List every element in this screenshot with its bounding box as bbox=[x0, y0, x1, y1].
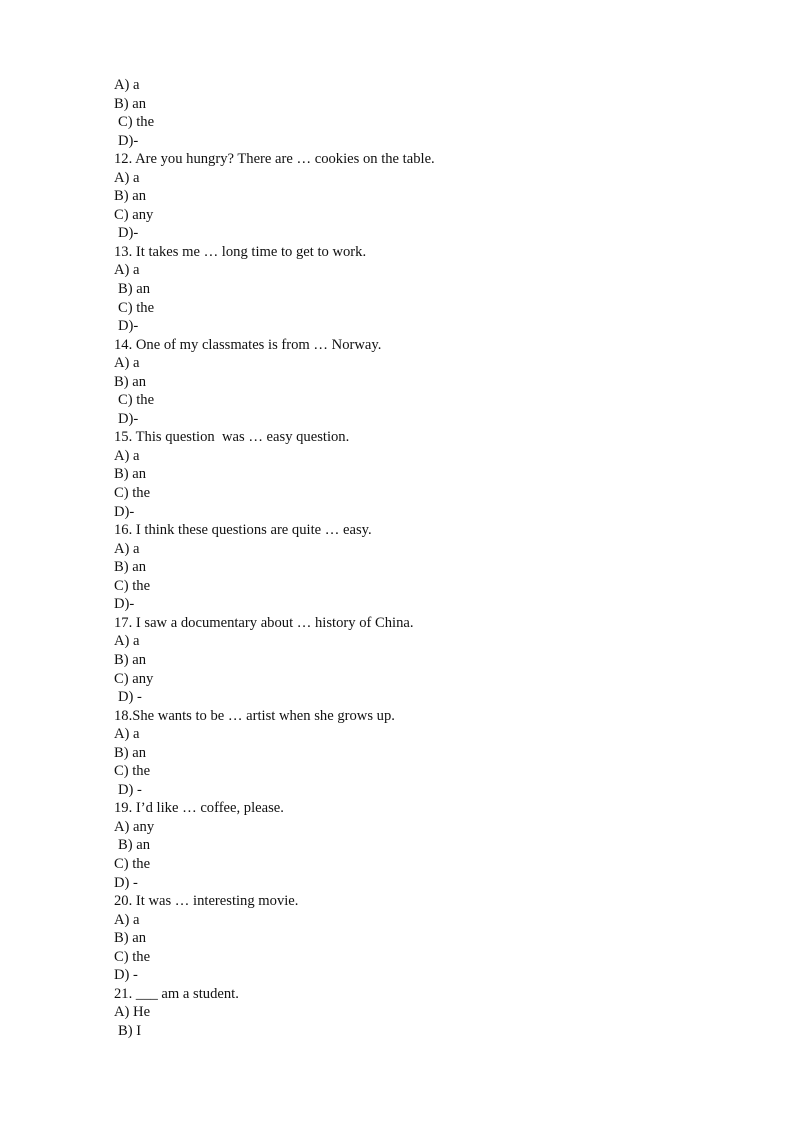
option-text: C) the bbox=[114, 577, 151, 594]
option-text: C) the bbox=[114, 948, 151, 965]
option-text: B) an bbox=[118, 281, 151, 298]
option-text: A) a bbox=[114, 447, 140, 464]
option-text: D)- bbox=[118, 132, 139, 149]
option-text: A) a bbox=[114, 911, 140, 928]
question-15: 15. This question was … easy question. bbox=[114, 429, 350, 446]
option-text: B) an bbox=[114, 744, 147, 761]
question-21: 21. ___ am a student. bbox=[114, 985, 239, 1002]
option-text: A) a bbox=[114, 355, 140, 372]
option-text: D) - bbox=[114, 874, 138, 891]
option-text: D) - bbox=[114, 967, 138, 984]
option-text: B) an bbox=[114, 188, 147, 205]
option-text: C) the bbox=[114, 763, 151, 780]
question-17: 17. I saw a documentary about … history of China. bbox=[114, 614, 414, 631]
option-text: B) an bbox=[114, 651, 147, 668]
question-19: 19. I’d like … coffee, please. bbox=[114, 800, 284, 817]
option-text: C) the bbox=[114, 855, 151, 872]
option-text: A) a bbox=[114, 633, 140, 650]
question-13: 13. It takes me … long time to get to work. bbox=[114, 243, 367, 260]
option-text: B) an bbox=[114, 559, 147, 576]
option-text: C) the bbox=[118, 299, 155, 316]
option-text: B) an bbox=[114, 930, 147, 947]
option-text: A) a bbox=[114, 540, 140, 557]
option-text: A) a bbox=[114, 169, 140, 186]
option-text: C) the bbox=[118, 392, 155, 409]
document-page bbox=[114, 76, 714, 1040]
option-text: B) an bbox=[114, 373, 147, 390]
option-text: D)- bbox=[114, 596, 135, 613]
option-text: C) any bbox=[114, 670, 154, 687]
question-20: 20. It was … interesting movie. bbox=[114, 893, 299, 910]
option-text: A) any bbox=[114, 818, 155, 835]
question-18: 18.She wants to be … artist when she grows up. bbox=[114, 707, 395, 724]
option-text: D) - bbox=[118, 781, 142, 798]
option-text: D)- bbox=[118, 410, 139, 427]
option-text: B) an bbox=[114, 466, 147, 483]
option-text: C) any bbox=[114, 206, 154, 223]
option-text: B) an bbox=[118, 837, 151, 854]
question-16: 16. I think these questions are quite … easy. bbox=[114, 522, 372, 539]
option-text: C) the bbox=[114, 485, 151, 502]
question-14: 14. One of my classmates is from … Norway. bbox=[114, 336, 382, 353]
option-text: A) He bbox=[114, 1004, 151, 1021]
option-text: D)- bbox=[118, 225, 139, 242]
option-text: A) a bbox=[114, 262, 140, 279]
option-text: D) - bbox=[118, 689, 142, 706]
option-text: A) a bbox=[114, 726, 140, 743]
option-text: A) a bbox=[114, 77, 140, 93]
option-text: B) I bbox=[118, 1022, 142, 1039]
question-12: 12. Are you hungry? There are … cookies on the table. bbox=[114, 151, 435, 168]
option-text: D)- bbox=[118, 318, 139, 335]
option-text: C) the bbox=[118, 114, 155, 131]
option-text: B) an bbox=[114, 95, 147, 112]
option-text: D)- bbox=[114, 503, 135, 520]
